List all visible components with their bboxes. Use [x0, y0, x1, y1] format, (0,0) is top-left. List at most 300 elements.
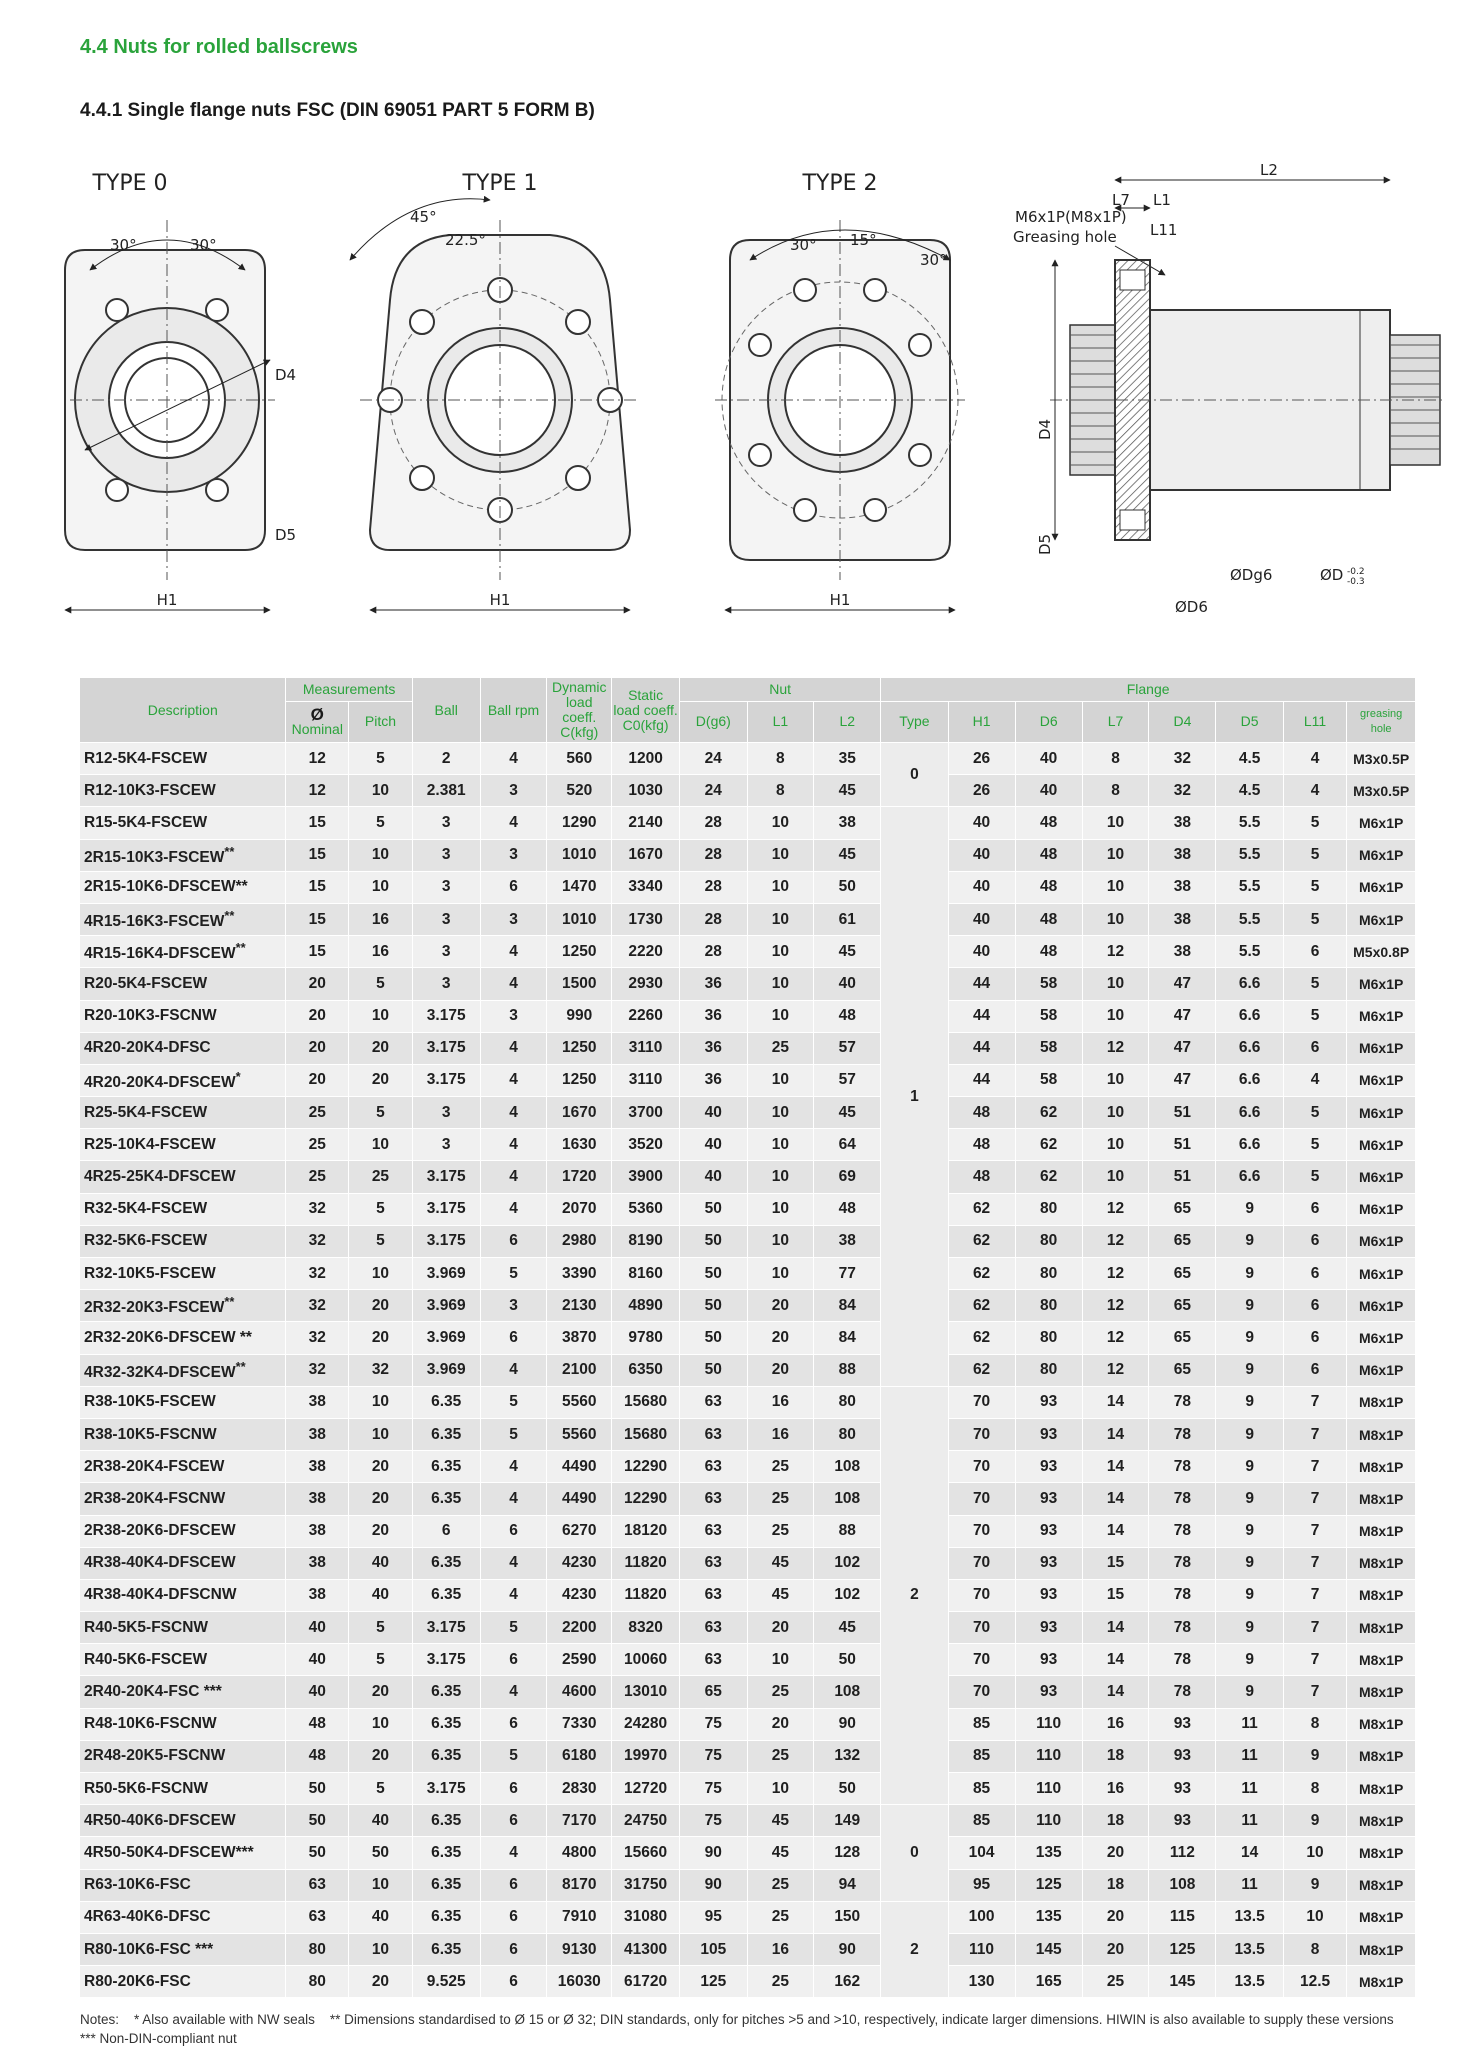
cell-pitch: 20 [349, 1676, 413, 1708]
cell-h1: 70 [948, 1579, 1015, 1611]
cell-d5: 9 [1216, 1644, 1283, 1676]
cell-pitch: 16 [349, 903, 413, 935]
cell-nom: 38 [286, 1547, 349, 1579]
cell-gh: M8x1P [1347, 1644, 1416, 1676]
cell-d5: 9 [1216, 1451, 1283, 1483]
cell-gh: M3x0.5P [1347, 775, 1416, 807]
cell-l7: 20 [1082, 1933, 1149, 1965]
col-measurements: Measurements [286, 678, 412, 701]
cell-pitch: 5 [349, 968, 413, 1000]
cell-nom: 50 [286, 1805, 349, 1837]
table-row [80, 1579, 1416, 1611]
cell-type: 1 [881, 807, 948, 1386]
cell-rpm: 4 [480, 968, 547, 1000]
table-row [80, 1451, 1416, 1483]
cell-h1: 70 [948, 1547, 1015, 1579]
cell-l11: 5 [1283, 968, 1347, 1000]
cell-l2: 132 [814, 1740, 881, 1772]
cell-l2: 84 [814, 1290, 881, 1322]
table-row [80, 1483, 1416, 1515]
col-d6: D6 [1015, 701, 1082, 742]
cell-nom: 25 [286, 1161, 349, 1193]
description-text: 4R15-16K4-DFSCEW [84, 945, 236, 963]
cell-dyn: 1290 [547, 807, 612, 839]
cell-pitch: 10 [349, 839, 413, 871]
cell-sta: 3110 [612, 1064, 680, 1096]
cell-d6: 93 [1015, 1644, 1082, 1676]
cell-l2: 77 [814, 1258, 881, 1290]
table-row [80, 1547, 1416, 1579]
cell-l11: 6 [1283, 1193, 1347, 1225]
cell-pitch: 20 [349, 1064, 413, 1096]
cell-l2: 84 [814, 1322, 881, 1354]
cell-l2: 57 [814, 1032, 881, 1064]
cell-d6: 80 [1015, 1322, 1082, 1354]
cell-d4: 78 [1149, 1676, 1216, 1708]
cell-l2: 162 [814, 1966, 881, 1998]
description-footnote: ** [224, 907, 235, 923]
cell-ball: 3.175 [412, 1000, 480, 1032]
cell-dg: 75 [680, 1805, 747, 1837]
description-text: 4R15-16K3-FSCEW [84, 913, 225, 931]
cell-l7: 10 [1082, 1129, 1149, 1161]
cell-l1: 25 [747, 1676, 814, 1708]
cell-description [80, 839, 286, 871]
cell-d4: 78 [1149, 1515, 1216, 1547]
cell-rpm: 4 [480, 1837, 547, 1869]
cell-pitch: 10 [349, 1000, 413, 1032]
cell-l1: 10 [747, 807, 814, 839]
cell-gh: M6x1P [1347, 1161, 1416, 1193]
cell-dyn: 4800 [547, 1837, 612, 1869]
table-row [80, 1740, 1416, 1772]
cell-ball: 6.35 [412, 1547, 480, 1579]
cell-d4: 78 [1149, 1644, 1216, 1676]
cell-rpm: 6 [480, 1225, 547, 1257]
cell-l7: 12 [1082, 1258, 1149, 1290]
cell-l11: 7 [1283, 1515, 1347, 1547]
cell-l1: 25 [747, 1451, 814, 1483]
cell-d6: 93 [1015, 1418, 1082, 1450]
cell-h1: 62 [948, 1193, 1015, 1225]
cell-l2: 45 [814, 936, 881, 968]
cell-gh: M8x1P [1347, 1805, 1416, 1837]
cell-dg: 63 [680, 1547, 747, 1579]
table-row [80, 1933, 1416, 1965]
cell-rpm: 4 [480, 1064, 547, 1096]
table-row [80, 936, 1416, 968]
cell-gh: M8x1P [1347, 1547, 1416, 1579]
note-1: * Also available with NW seals [134, 2012, 315, 2027]
cell-ball: 6.35 [412, 1451, 480, 1483]
cell-l1: 45 [747, 1579, 814, 1611]
cell-h1: 70 [948, 1451, 1015, 1483]
cell-dyn: 9130 [547, 1933, 612, 1965]
cell-gh: M6x1P [1347, 1097, 1416, 1129]
cell-h1: 40 [948, 839, 1015, 871]
cell-d4: 32 [1149, 775, 1216, 807]
col-nominal [286, 701, 349, 742]
cell-rpm: 6 [480, 1515, 547, 1547]
description-footnote: ** [235, 1358, 246, 1374]
cell-l1: 20 [747, 1612, 814, 1644]
cell-h1: 130 [948, 1966, 1015, 1998]
cell-l1: 10 [747, 1773, 814, 1805]
cell-d6: 58 [1015, 1064, 1082, 1096]
cell-l7: 16 [1082, 1708, 1149, 1740]
cell-rpm: 5 [480, 1740, 547, 1772]
cell-gh: M8x1P [1347, 1483, 1416, 1515]
cell-ball: 6.35 [412, 1805, 480, 1837]
cell-rpm: 4 [480, 1161, 547, 1193]
cell-ball: 6.35 [412, 1418, 480, 1450]
cell-pitch: 50 [349, 1837, 413, 1869]
cell-rpm: 6 [480, 1773, 547, 1805]
cell-l1: 25 [747, 1869, 814, 1901]
cell-l1: 10 [747, 1161, 814, 1193]
cell-pitch: 5 [349, 1225, 413, 1257]
cell-d6: 93 [1015, 1386, 1082, 1418]
cell-gh: M6x1P [1347, 1225, 1416, 1257]
cell-sta: 3520 [612, 1129, 680, 1161]
cell-d5: 14 [1216, 1837, 1283, 1869]
cell-h1: 62 [948, 1354, 1015, 1386]
cell-l1: 10 [747, 1258, 814, 1290]
description-text: R63-10K6-FSC [84, 1876, 191, 1894]
table-row [80, 968, 1416, 1000]
cell-description [80, 1612, 286, 1644]
cell-nom: 15 [286, 871, 349, 903]
cell-dyn: 2100 [547, 1354, 612, 1386]
description-text: 2R38-20K4-FSCNW [84, 1489, 226, 1507]
cell-h1: 70 [948, 1515, 1015, 1547]
cell-sta: 1030 [612, 775, 680, 807]
cell-sta: 41300 [612, 1933, 680, 1965]
cell-description [80, 1740, 286, 1772]
cell-h1: 48 [948, 1161, 1015, 1193]
cell-d4: 47 [1149, 968, 1216, 1000]
cell-l2: 102 [814, 1547, 881, 1579]
cell-h1: 104 [948, 1837, 1015, 1869]
cell-description [80, 1290, 286, 1322]
cell-l1: 25 [747, 1032, 814, 1064]
cell-dyn: 4230 [547, 1579, 612, 1611]
cell-gh: M6x1P [1347, 871, 1416, 903]
cell-l7: 8 [1082, 743, 1149, 775]
cell-l1: 10 [747, 1064, 814, 1096]
description-text: 2R48-20K5-FSCNW [84, 1747, 226, 1765]
cell-d6: 62 [1015, 1161, 1082, 1193]
description-text: R38-10K5-FSCEW [84, 1393, 216, 1411]
cell-dg: 95 [680, 1901, 747, 1933]
cell-pitch: 5 [349, 1773, 413, 1805]
cell-l1: 25 [747, 1901, 814, 1933]
cell-gh: M8x1P [1347, 1966, 1416, 1998]
cell-nom: 38 [286, 1483, 349, 1515]
cell-description [80, 871, 286, 903]
side-d: ØD [1320, 566, 1344, 584]
cell-d5: 5.5 [1216, 903, 1283, 935]
cell-description [80, 1579, 286, 1611]
cell-dg: 28 [680, 839, 747, 871]
cell-dg: 63 [680, 1579, 747, 1611]
cell-d4: 32 [1149, 743, 1216, 775]
cell-d6: 48 [1015, 936, 1082, 968]
cell-sta: 15660 [612, 1837, 680, 1869]
cell-pitch: 20 [349, 1322, 413, 1354]
cell-dg: 36 [680, 1064, 747, 1096]
cell-d4: 145 [1149, 1966, 1216, 1998]
type0-title: TYPE 0 [92, 171, 168, 196]
cell-l7: 10 [1082, 1064, 1149, 1096]
table-row [80, 1708, 1416, 1740]
cell-dg: 28 [680, 871, 747, 903]
description-text: 4R20-20K4-DFSC [84, 1039, 211, 1057]
cell-nom: 15 [286, 807, 349, 839]
cell-h1: 62 [948, 1258, 1015, 1290]
cell-nom: 32 [286, 1193, 349, 1225]
cell-gh: M8x1P [1347, 1773, 1416, 1805]
cell-dg: 63 [680, 1612, 747, 1644]
description-text: R32-5K6-FSCEW [84, 1232, 208, 1250]
type2-h1: H1 [829, 591, 851, 609]
description-text: R32-10K5-FSCEW [84, 1264, 216, 1282]
cell-l7: 10 [1082, 1097, 1149, 1129]
cell-rpm: 4 [480, 807, 547, 839]
cell-pitch: 10 [349, 1129, 413, 1161]
cell-l1: 8 [747, 743, 814, 775]
cell-d5: 9 [1216, 1547, 1283, 1579]
cell-dg: 36 [680, 968, 747, 1000]
cell-l2: 90 [814, 1708, 881, 1740]
cell-dyn: 7910 [547, 1901, 612, 1933]
cell-nom: 40 [286, 1612, 349, 1644]
cell-l11: 5 [1283, 839, 1347, 871]
table-row [80, 1966, 1416, 1998]
cell-gh: M6x1P [1347, 1258, 1416, 1290]
cell-sta: 12290 [612, 1451, 680, 1483]
cell-d4: 51 [1149, 1097, 1216, 1129]
cell-sta: 9780 [612, 1322, 680, 1354]
cell-pitch: 10 [349, 1258, 413, 1290]
cell-rpm: 4 [480, 1097, 547, 1129]
cell-l11: 5 [1283, 1129, 1347, 1161]
cell-pitch: 40 [349, 1901, 413, 1933]
col-pitch: Pitch [349, 701, 413, 742]
cell-d5: 9 [1216, 1579, 1283, 1611]
cell-h1: 85 [948, 1805, 1015, 1837]
cell-rpm: 4 [480, 1483, 547, 1515]
cell-d4: 93 [1149, 1805, 1216, 1837]
cell-d4: 78 [1149, 1483, 1216, 1515]
cell-d6: 93 [1015, 1547, 1082, 1579]
cell-gh: M6x1P [1347, 1354, 1416, 1386]
table-row [80, 903, 1416, 935]
cell-d4: 78 [1149, 1451, 1216, 1483]
cell-ball: 6.35 [412, 1483, 480, 1515]
cell-l7: 8 [1082, 775, 1149, 807]
description-text: R80-20K6-FSC [84, 1972, 191, 1990]
cell-dyn: 5560 [547, 1386, 612, 1418]
cell-nom: 20 [286, 1064, 349, 1096]
cell-rpm: 4 [480, 743, 547, 775]
type2-angle2: 15° [850, 231, 877, 249]
cell-d6: 125 [1015, 1869, 1082, 1901]
cell-l11: 6 [1283, 1258, 1347, 1290]
cell-l7: 10 [1082, 871, 1149, 903]
cell-h1: 48 [948, 1097, 1015, 1129]
description-text: R80-10K6-FSC *** [84, 1940, 214, 1958]
cell-nom: 38 [286, 1451, 349, 1483]
type0-d5: D5 [275, 526, 297, 544]
cell-gh: M6x1P [1347, 839, 1416, 871]
cell-l2: 50 [814, 1773, 881, 1805]
type0-angle2: 30° [190, 236, 217, 254]
cell-rpm: 4 [480, 1579, 547, 1611]
nominal-symbol: Ø [310, 704, 324, 724]
cell-l2: 94 [814, 1869, 881, 1901]
table-row [80, 1354, 1416, 1386]
cell-l11: 6 [1283, 1354, 1347, 1386]
cell-dyn: 560 [547, 743, 612, 775]
cell-h1: 26 [948, 743, 1015, 775]
cell-l7: 16 [1082, 1773, 1149, 1805]
cell-l2: 40 [814, 968, 881, 1000]
cell-l7: 15 [1082, 1579, 1149, 1611]
cell-d5: 11 [1216, 1708, 1283, 1740]
cell-sta: 61720 [612, 1966, 680, 1998]
cell-pitch: 40 [349, 1547, 413, 1579]
cell-ball: 6.35 [412, 1869, 480, 1901]
cell-d4: 38 [1149, 936, 1216, 968]
cell-l1: 20 [747, 1354, 814, 1386]
cell-dg: 36 [680, 1032, 747, 1064]
cell-description [80, 1354, 286, 1386]
description-text: 2R38-20K6-DFSCEW [84, 1522, 236, 1540]
cell-d4: 115 [1149, 1901, 1216, 1933]
cell-l7: 14 [1082, 1644, 1149, 1676]
cell-description [80, 936, 286, 968]
cell-ball: 3 [412, 807, 480, 839]
col-flange: Flange [881, 678, 1416, 701]
cell-ball: 9.525 [412, 1966, 480, 1998]
cell-d6: 40 [1015, 743, 1082, 775]
note-2: ** Dimensions standardised to Ø 15 or Ø 32; DIN standards, only for pitches >5 and >10, respectively, indicate larger dimensions. HIWIN is also available to supply these versions [329, 2012, 1394, 2027]
table-row [80, 1644, 1416, 1676]
cell-l7: 10 [1082, 1161, 1149, 1193]
cell-gh: M8x1P [1347, 1451, 1416, 1483]
cell-dg: 63 [680, 1644, 747, 1676]
cell-pitch: 20 [349, 1451, 413, 1483]
cell-l11: 5 [1283, 1000, 1347, 1032]
cell-description [80, 968, 286, 1000]
cell-l11: 7 [1283, 1676, 1347, 1708]
cell-d5: 4.5 [1216, 743, 1283, 775]
cell-l1: 20 [747, 1322, 814, 1354]
cell-l11: 7 [1283, 1451, 1347, 1483]
cell-d5: 13.5 [1216, 1933, 1283, 1965]
cell-dyn: 1630 [547, 1129, 612, 1161]
table-row [80, 1097, 1416, 1129]
cell-l11: 6 [1283, 1290, 1347, 1322]
description-text: 2R15-10K6-DFSCEW** [84, 878, 248, 896]
notes [80, 2010, 1394, 2048]
cell-nom: 32 [286, 1354, 349, 1386]
cell-l1: 10 [747, 1225, 814, 1257]
cell-d6: 135 [1015, 1901, 1082, 1933]
cell-sta: 18120 [612, 1515, 680, 1547]
cell-dg: 36 [680, 1000, 747, 1032]
table-row [80, 1000, 1416, 1032]
cell-description [80, 1901, 286, 1933]
table-row [80, 1161, 1416, 1193]
cell-rpm: 6 [480, 1933, 547, 1965]
cell-l7: 15 [1082, 1547, 1149, 1579]
cell-gh: M8x1P [1347, 1708, 1416, 1740]
description-text: 4R20-20K4-DFSCEW [84, 1074, 236, 1092]
cell-gh: M5x0.8P [1347, 936, 1416, 968]
cell-pitch: 10 [349, 1933, 413, 1965]
cell-gh: M8x1P [1347, 1933, 1416, 1965]
type1-title: TYPE 1 [462, 171, 538, 196]
cell-gh: M8x1P [1347, 1676, 1416, 1708]
cell-rpm: 3 [480, 1290, 547, 1322]
cell-l1: 45 [747, 1837, 814, 1869]
cell-rpm: 4 [480, 936, 547, 968]
description-text: 4R32-32K4-DFSCEW [84, 1363, 236, 1381]
cell-d5: 11 [1216, 1740, 1283, 1772]
cell-sta: 31080 [612, 1901, 680, 1933]
cell-d6: 93 [1015, 1515, 1082, 1547]
cell-l2: 38 [814, 1225, 881, 1257]
cell-l11: 6 [1283, 1032, 1347, 1064]
cell-dg: 24 [680, 743, 747, 775]
cell-l11: 8 [1283, 1933, 1347, 1965]
cell-h1: 40 [948, 903, 1015, 935]
cell-ball: 6.35 [412, 1901, 480, 1933]
cell-ball: 3 [412, 1129, 480, 1161]
description-text: 2R32-20K6-DFSCEW ** [84, 1328, 252, 1346]
cell-dyn: 1250 [547, 1064, 612, 1096]
table-row [80, 743, 1416, 775]
table-row [80, 1193, 1416, 1225]
cell-sta: 11820 [612, 1547, 680, 1579]
cell-rpm: 4 [480, 1676, 547, 1708]
cell-h1: 70 [948, 1676, 1015, 1708]
technical-drawings [50, 150, 1450, 630]
cell-rpm: 3 [480, 775, 547, 807]
type2-title: TYPE 2 [802, 171, 878, 196]
cell-dg: 40 [680, 1097, 747, 1129]
cell-l7: 18 [1082, 1869, 1149, 1901]
cell-l2: 102 [814, 1579, 881, 1611]
cell-sta: 2260 [612, 1000, 680, 1032]
cell-l7: 14 [1082, 1418, 1149, 1450]
cell-d5: 9 [1216, 1418, 1283, 1450]
type2-angle1: 30° [790, 236, 817, 254]
cell-dyn: 2980 [547, 1225, 612, 1257]
cell-gh: M8x1P [1347, 1515, 1416, 1547]
cell-sta: 1200 [612, 743, 680, 775]
cell-l11: 7 [1283, 1612, 1347, 1644]
cell-description [80, 775, 286, 807]
cell-rpm: 4 [480, 1354, 547, 1386]
cell-nom: 32 [286, 1322, 349, 1354]
cell-l7: 14 [1082, 1612, 1149, 1644]
description-text: R20-5K4-FSCEW [84, 974, 208, 992]
cell-rpm: 4 [480, 1193, 547, 1225]
cell-dyn: 16030 [547, 1966, 612, 1998]
